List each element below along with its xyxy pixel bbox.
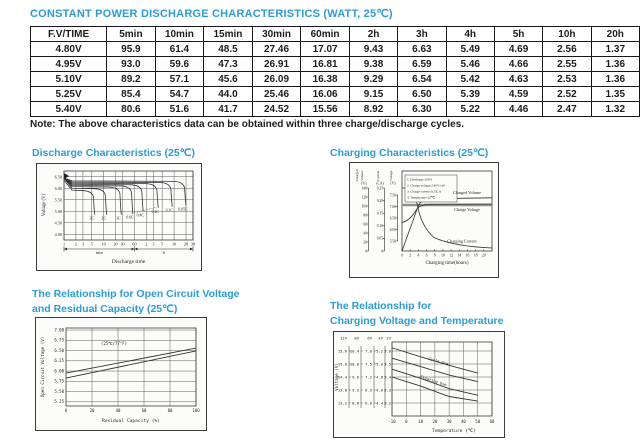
column-header: 60min: [301, 27, 350, 42]
svg-text:6.9: 6.9: [365, 387, 372, 393]
table-cell: 9.38: [349, 57, 397, 72]
table-cell: 51.6: [155, 102, 204, 117]
column-header: 3h: [398, 27, 446, 42]
table-header-row: [31, 27, 640, 42]
scale-header-12V: 12V: [340, 335, 347, 341]
table-cell: 61.4: [155, 42, 204, 57]
curve-label-0.2C: 0.2C: [151, 209, 159, 214]
y-axis-label: Voltage (V): [334, 363, 339, 391]
svg-text:20: 20: [113, 241, 118, 247]
svg-text:60: 60: [363, 222, 367, 227]
svg-text:8: 8: [433, 253, 436, 258]
svg-text:10: 10: [171, 241, 177, 247]
svg-text:4.6: 4.6: [376, 387, 383, 393]
ocv-line-2: [66, 351, 196, 378]
table-cell: 45.6: [204, 72, 253, 87]
curve-label-2C: 2C: [101, 216, 106, 221]
svg-text:5: 5: [161, 241, 164, 247]
svg-text:40: 40: [363, 231, 367, 236]
curve-label-0.4C: 0.4C: [136, 213, 144, 218]
x-axis-label: Temperature (℃): [432, 429, 476, 434]
ocv-title-line1: The Relationship for Open Circuit Voltage: [32, 288, 240, 300]
discharge-chart-svg: [37, 164, 201, 270]
svg-text:6.6: 6.6: [365, 400, 372, 406]
svg-text:7.5: 7.5: [365, 361, 372, 367]
svg-text:15.0: 15.0: [337, 361, 347, 367]
svg-text:7.50: 7.50: [389, 193, 396, 198]
table-cell: 5.49: [446, 42, 494, 57]
svg-text:20: 20: [363, 240, 367, 245]
svg-text:9.6: 9.6: [352, 374, 359, 380]
svg-text:0: 0: [381, 249, 383, 254]
table-cell: 27.46: [252, 42, 301, 57]
table-cell: 44.0: [204, 87, 253, 102]
x-unit-min: min: [95, 249, 103, 255]
axis-unit: (CA): [376, 181, 384, 186]
svg-text:10: 10: [101, 241, 106, 247]
svg-text:2: 2: [74, 241, 77, 247]
column-header: 5h: [494, 27, 542, 42]
table-row: [31, 57, 640, 72]
svg-text:10.0: 10.0: [349, 361, 359, 367]
y-axis-label: Voltage (V): [42, 193, 47, 217]
svg-text:2: 2: [145, 241, 148, 247]
table-cell: 6.50: [398, 87, 446, 102]
svg-text:3: 3: [152, 241, 155, 247]
svg-text:2.3: 2.3: [384, 387, 391, 393]
table-row: [31, 102, 640, 117]
svg-text:60: 60: [141, 408, 147, 413]
column-header: 4h: [446, 27, 494, 42]
svg-text:120: 120: [361, 195, 367, 200]
temperature-annotation: (25℃/77°F): [100, 341, 128, 346]
svg-text:12: 12: [449, 253, 453, 258]
svg-text:6.25: 6.25: [54, 358, 64, 364]
svg-text:0: 0: [64, 408, 68, 413]
ocv-chart-title: [32, 287, 240, 317]
svg-text:4.8: 4.8: [376, 374, 383, 380]
svg-text:7.2: 7.2: [365, 374, 372, 380]
curve-label-0.1C: 0.1C: [165, 208, 173, 213]
svg-text:0.25: 0.25: [376, 186, 383, 191]
svg-text:16: 16: [465, 253, 470, 258]
svg-text:20: 20: [481, 253, 486, 258]
constant-power-table: [30, 26, 640, 117]
table-cell: 26.09: [252, 72, 301, 87]
table-row: [31, 87, 640, 102]
table-cell: 4.46: [494, 102, 542, 117]
curve-label-0.6C: 0.6C: [126, 215, 134, 220]
svg-text:6.75: 6.75: [54, 337, 64, 343]
table-row: [31, 72, 640, 87]
discharge-characteristics-chart: [36, 163, 202, 271]
page-title: CONSTANT POWER DISCHARGE CHARACTERISTICS (WATT, 25℃): [30, 8, 393, 20]
table-note: Note: The above characteristics data can be obtained within three charge/discharge cycles.: [30, 119, 465, 130]
table-cell: 2.56: [543, 42, 591, 57]
table-cell: 5.40V: [31, 102, 107, 117]
table-row: [31, 42, 640, 57]
svg-text:6.00: 6.00: [54, 368, 64, 374]
table-cell: 5.22: [446, 102, 494, 117]
svg-text:6.50: 6.50: [389, 216, 396, 221]
svg-text:3: 3: [81, 241, 84, 247]
table-cell: 6.30: [398, 102, 446, 117]
axis-name: Current: [376, 170, 380, 181]
column-header: 10h: [543, 27, 591, 42]
table-cell: 8.92: [349, 102, 397, 117]
table-cell: 1.36: [591, 72, 639, 87]
curve-label-1C: 1C: [116, 216, 121, 221]
svg-text:40: 40: [115, 408, 121, 413]
svg-text:6.00: 6.00: [54, 185, 62, 191]
svg-text:20: 20: [89, 408, 95, 413]
table-cell: 16.81: [301, 57, 350, 72]
charging-characteristics-chart: [349, 162, 499, 278]
svg-text:4.50: 4.50: [54, 220, 62, 226]
table-cell: 1.36: [591, 57, 639, 72]
table-cell: 95.9: [107, 42, 155, 57]
svg-text:-10: -10: [388, 419, 396, 424]
scale-header-6V: 6V: [367, 335, 372, 341]
table-cell: 9.15: [349, 87, 397, 102]
column-header: 2h: [349, 27, 397, 42]
svg-text:2.2: 2.2: [384, 400, 391, 406]
table-cell: 1.35: [591, 87, 639, 102]
svg-text:6.00: 6.00: [389, 227, 396, 232]
svg-text:140: 140: [361, 186, 367, 191]
svg-text:0.10: 0.10: [376, 224, 383, 229]
floating-use-label: Floating Use: [419, 373, 448, 388]
svg-text:5.0: 5.0: [376, 361, 383, 367]
svg-text:30: 30: [446, 419, 452, 424]
x-axis-label: Residual Capacity (%): [101, 419, 161, 424]
table-cell: 16.38: [301, 72, 350, 87]
table-cell: 4.80V: [31, 42, 107, 57]
axis-name: Voltage: [389, 170, 393, 181]
table-cell: 47.3: [204, 57, 253, 72]
table-cell: 24.52: [252, 102, 301, 117]
svg-text:5.25: 5.25: [54, 399, 64, 405]
table-cell: 5.10V: [31, 72, 107, 87]
svg-text:60: 60: [132, 241, 137, 247]
svg-text:10.4: 10.4: [349, 348, 359, 354]
axis-name: Charged: [355, 169, 359, 181]
svg-text:7.00: 7.00: [54, 327, 64, 333]
axis-name: Volume: [360, 170, 364, 181]
table-cell: 4.95V: [31, 57, 107, 72]
table-cell: 16.06: [301, 87, 350, 102]
svg-text:9.2: 9.2: [352, 387, 359, 393]
scale-header-4V: 4V: [378, 335, 383, 341]
table-cell: 2.47: [543, 102, 591, 117]
condition-line: 3. Charge current:0.25CA: [407, 189, 442, 194]
table-cell: 93.0: [107, 57, 155, 72]
svg-text:5.50: 5.50: [54, 388, 64, 394]
svg-text:1: 1: [62, 241, 66, 247]
svg-text:5.75: 5.75: [54, 378, 64, 384]
svg-text:40: 40: [461, 419, 466, 424]
table-cell: 25.46: [252, 87, 301, 102]
table-cell: 89.2: [107, 72, 155, 87]
svg-text:0: 0: [365, 249, 367, 254]
svg-text:50: 50: [475, 419, 481, 424]
table-cell: 4.66: [494, 57, 542, 72]
svg-text:100: 100: [192, 408, 200, 413]
table-cell: 80.6: [107, 102, 155, 117]
charging-voltage-temperature-chart: [333, 331, 505, 438]
x-unit-h: h: [162, 249, 165, 255]
svg-text:5.50: 5.50: [389, 239, 396, 244]
table-cell: 6.54: [398, 72, 446, 87]
svg-text:6.50: 6.50: [54, 347, 64, 353]
charging-current-label: Charging Current: [447, 238, 477, 244]
svg-text:13.8: 13.8: [337, 387, 347, 393]
svg-text:10: 10: [418, 419, 423, 424]
table-cell: 85.4: [107, 87, 155, 102]
scale-header-8V: 8V: [354, 335, 359, 341]
ocv-residual-capacity-chart: [35, 317, 207, 431]
curve-label-0.05C: 0.05C: [178, 207, 188, 212]
svg-text:100: 100: [361, 204, 367, 209]
charged-volume-label: Charged Volume: [452, 190, 482, 195]
svg-text:15.6: 15.6: [337, 348, 347, 354]
y-axis-label: Open Circuit Voltage (V): [40, 336, 45, 398]
table-cell: 5.25V: [31, 87, 107, 102]
charging-chart-svg: [350, 163, 498, 277]
svg-text:5.00: 5.00: [54, 208, 62, 214]
svg-text:13.2: 13.2: [337, 400, 347, 406]
charging-chart-title: Charging Characteristics (25℃): [330, 147, 489, 159]
svg-text:5: 5: [90, 241, 93, 247]
ocv-title-line2: and Residual Capacity (25℃): [32, 303, 178, 315]
table-cell: 41.7: [204, 102, 253, 117]
svg-text:6: 6: [425, 253, 428, 258]
svg-text:20: 20: [432, 419, 438, 424]
table-cell: 26.91: [252, 57, 301, 72]
svg-text:0.15: 0.15: [376, 211, 383, 216]
table-cell: 2.52: [543, 87, 591, 102]
svg-text:60: 60: [489, 419, 495, 424]
svg-text:80: 80: [167, 408, 173, 413]
svg-text:2.4: 2.4: [384, 374, 391, 380]
svg-text:6.50: 6.50: [54, 174, 62, 180]
x-axis-label: Charging time(hours): [425, 261, 469, 266]
svg-text:5.50: 5.50: [54, 197, 62, 203]
ocv-chart-svg: [36, 318, 206, 430]
svg-text:18: 18: [473, 253, 478, 258]
column-header: 15min: [204, 27, 253, 42]
svg-text:30: 30: [190, 241, 196, 247]
svg-text:0.20: 0.20: [376, 198, 383, 203]
table-cell: 9.43: [349, 42, 397, 57]
svg-text:7.8: 7.8: [365, 348, 372, 354]
svg-text:8.8: 8.8: [352, 400, 359, 406]
svg-text:0: 0: [405, 419, 408, 424]
table-cell: 1.32: [591, 102, 639, 117]
column-header: 30min: [252, 27, 301, 42]
table-cell: 4.59: [494, 87, 542, 102]
column-header: F.V/TIME: [31, 27, 107, 42]
curve-label-3C: 3C: [89, 216, 95, 221]
svg-text:4.00: 4.00: [54, 231, 62, 237]
svg-text:0: 0: [401, 253, 403, 258]
table-cell: 48.5: [204, 42, 253, 57]
column-header: 20h: [591, 27, 639, 42]
scale-header-2V: 2V: [386, 335, 391, 341]
svg-text:0.05: 0.05: [376, 236, 383, 241]
table-cell: 5.42: [446, 72, 494, 87]
axis-unit: (V): [390, 181, 396, 186]
svg-text:10: 10: [441, 253, 445, 258]
condition-line: 2. Charge voltage:2.40V/cell: [407, 183, 446, 188]
temp-chart-svg: [334, 332, 504, 437]
table-cell: 59.6: [155, 57, 204, 72]
condition-line: 1. Discharge:100%: [407, 177, 433, 182]
svg-text:2.5: 2.5: [384, 361, 391, 367]
table-cell: 5.46: [446, 57, 494, 72]
temp-title-line2: Charging Voltage and Temperature: [330, 315, 504, 327]
svg-text:2: 2: [409, 253, 412, 258]
table-cell: 4.69: [494, 42, 542, 57]
table-cell: 2.55: [543, 57, 591, 72]
table-cell: 1.37: [591, 42, 639, 57]
svg-text:14: 14: [457, 253, 462, 258]
table-cell: 4.63: [494, 72, 542, 87]
svg-text:14.4: 14.4: [337, 374, 347, 380]
axis-unit: (%): [361, 181, 367, 186]
table-cell: 15.56: [301, 102, 350, 117]
column-header: 5min: [107, 27, 155, 42]
svg-text:4: 4: [417, 253, 420, 258]
svg-text:20: 20: [183, 241, 189, 247]
discharge-curve-0.1C: [64, 178, 172, 207]
x-axis-label: Discharge time: [111, 259, 146, 265]
svg-text:80: 80: [363, 213, 367, 218]
svg-text:2.6: 2.6: [384, 348, 391, 354]
temp-title-line1: The Relationship for: [330, 300, 432, 312]
cycle-use-label: Cycle Use: [427, 355, 449, 367]
table-cell: 6.63: [398, 42, 446, 57]
temp-chart-title: [330, 299, 503, 329]
discharge-chart-title: Discharge Characteristics (25℃): [32, 147, 195, 159]
column-header: 10min: [155, 27, 204, 42]
table-cell: 57.1: [155, 72, 204, 87]
svg-text:7.00: 7.00: [389, 204, 396, 209]
table-cell: 54.7: [155, 87, 204, 102]
table-cell: 2.53: [543, 72, 591, 87]
svg-text:30: 30: [120, 241, 125, 247]
condition-line: 4. Temperature:25℃: [407, 195, 435, 200]
svg-text:4.4: 4.4: [376, 400, 383, 406]
table-cell: 9.29: [349, 72, 397, 87]
table-cell: 17.07: [301, 42, 350, 57]
table-cell: 6.59: [398, 57, 446, 72]
table-cell: 5.39: [446, 87, 494, 102]
charge-voltage-label: Charge Voltage: [454, 207, 480, 212]
svg-text:5.2: 5.2: [376, 348, 383, 354]
